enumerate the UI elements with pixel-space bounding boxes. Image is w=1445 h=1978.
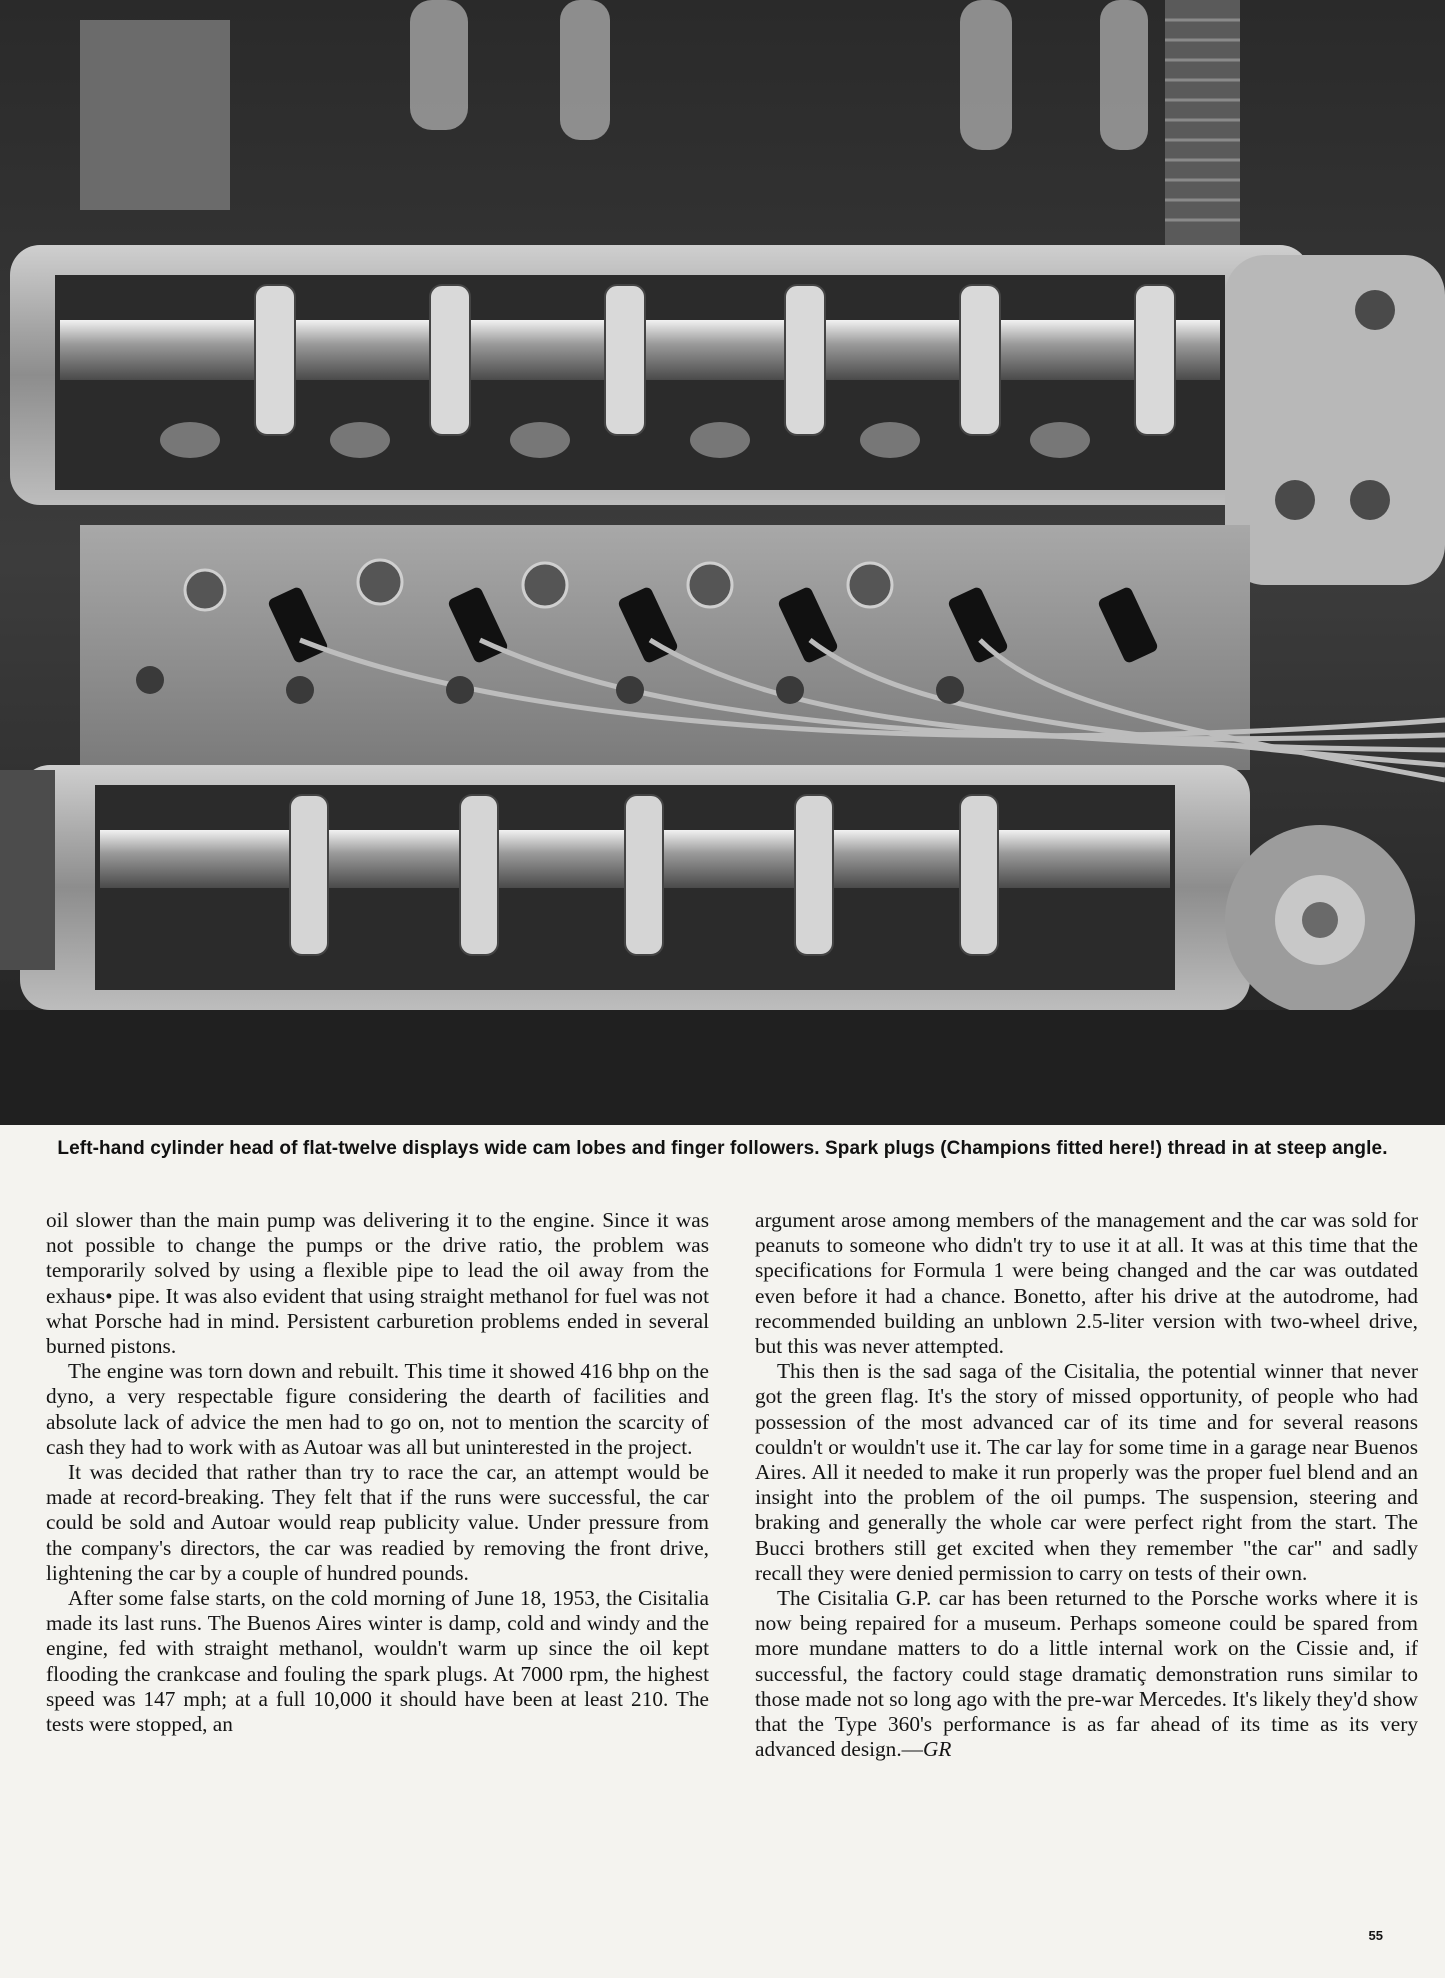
left-column	[46, 1208, 709, 1737]
paragraph: This then is the sad saga of the Cisitalia, the potential winner that never got the green flag. It's the story of missed opportunity, of people who had possession of the most advanced car of its time and for several reasons couldn't or wouldn't use it. The car lay for some time in a garage near Buenos Aires. All it needed to make it run properly was the proper fuel blend and an insight into the problem of the oil pumps. The suspension, steering and braking and generally the whole car were perfect right from the start. The Bucci brothers still get excited when they remember "the car" and sadly recall they were denied permission to carry on tests of their own.	[755, 1359, 1418, 1585]
paragraph: It was decided that rather than try to race the car, an attempt would be made at record-breaking. They felt that if the runs were successful, the car could be sold and Autoar would reap publicity value. Under pressure from the company's directors, the car was readied by removing the front drive, lightening the car by a couple of hundred pounds.	[46, 1460, 709, 1585]
photo-caption: Left-hand cylinder head of flat-twelve displays wide cam lobes and finger followers. Spark plugs (Champions fitted here!) thread in at steep angle.	[57, 1138, 1388, 1159]
page-number: 55	[1368, 1928, 1383, 1943]
paragraph-text: The Cisitalia G.P. car has been returned to the Porsche works where it is now being repaired for a museum. Perhaps someone could be spared from more mundane matters to do a little internal work on the Cissie and, if successful, the factory could stage dramatiç demonstration runs similar to those made not so long ago with the pre-war Mercedes. It's likely they'd show that the Type 360's performance is as far ahead of its time as its very advanced design.—	[755, 1586, 1418, 1762]
right-column	[755, 1208, 1418, 1762]
paragraph: oil slower than the main pump was delivering it to the engine. Since it was not possible to change the pumps or the drive ratio, the problem was temporarily solved by using a flexible pipe to lead the oil away from the exhaus• pipe. It was also evident that using straight methanol for fuel was not what Porsche had in mind. Persistent carburetion problems ended in several burned pistons.	[46, 1208, 709, 1359]
paragraph: argument arose among members of the management and the car was sold for peanuts to someone who didn't try to use it at all. It was at this time that the specifications for Formula 1 were being changed and the car was outdated even before it had a chance. Bonetto, after his drive at the autodrome, had recommended building an unblown 2.5-liter version with two-wheel drive, but this was never attempted.	[755, 1208, 1418, 1359]
paragraph: After some false starts, on the cold morning of June 18, 1953, the Cisitalia made its last runs. The Buenos Aires winter is damp, cold and windy and the engine, fed with straight methanol, wouldn't warm up since the oil kept flooding the crankcase and fouling the spark plugs. At 7000 rpm, the highest speed was 147 mph; at a full 10,000 it should have been at least 210. The tests were stopped, an	[46, 1586, 709, 1737]
author-signature: GR	[922, 1737, 952, 1762]
paragraph	[755, 1586, 1418, 1762]
paragraph: The engine was torn down and rebuilt. This time it showed 416 bhp on the dyno, a very respectable figure considering the dearth of facilities and absolute lack of advice the men had to go on, not to mention the scarcity of cash they had to work with as Autoar was all but uninterested in the project.	[46, 1359, 709, 1459]
